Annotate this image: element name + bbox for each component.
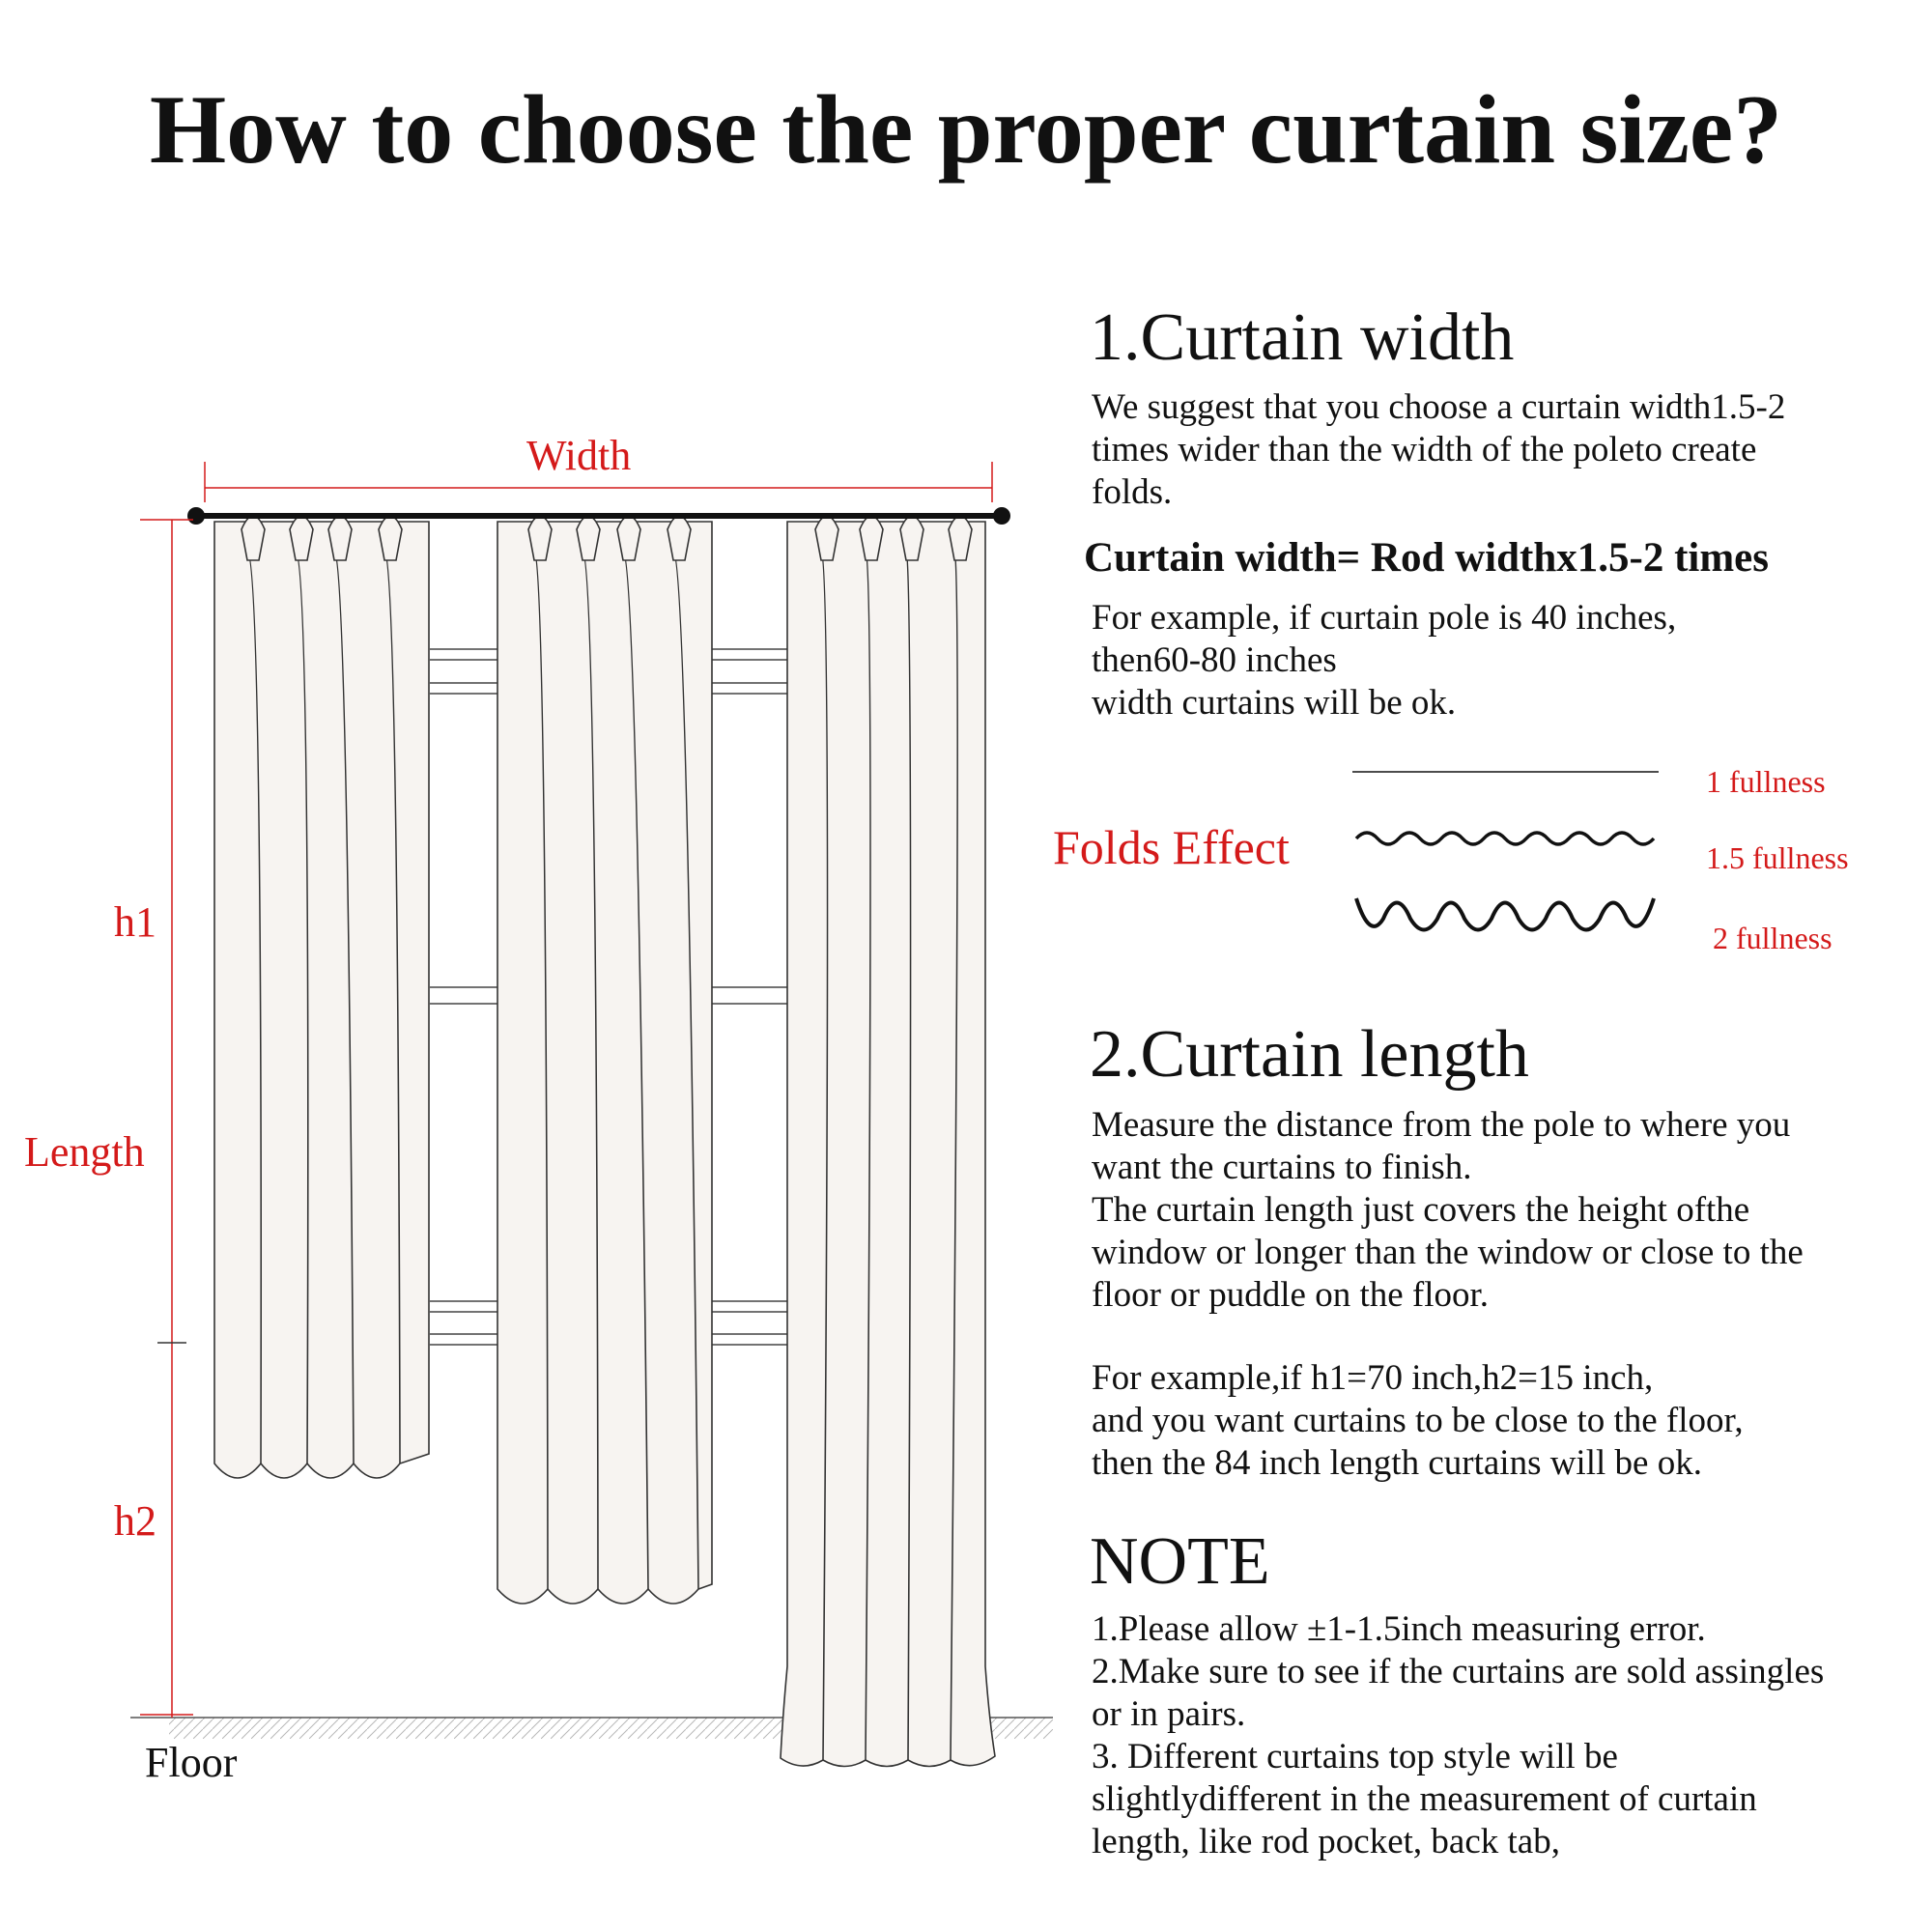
fullness-label-2: 2 fullness (1713, 921, 1833, 955)
fullness-label-1: 1 fullness (1706, 764, 1826, 799)
width-example (1092, 597, 1676, 724)
fullness-wave-1-5 (1356, 833, 1654, 844)
note-heading: NOTE (1090, 1524, 1270, 1599)
length-paragraph-line: floor or puddle on the floor. (1092, 1275, 1490, 1315)
width-example-line: For example, if curtain pole is 40 inches, (1092, 598, 1677, 638)
page-title: How to choose the proper curtain size? (149, 75, 1783, 185)
note-line: 1.Please allow ±1-1.5inch measuring error. (1092, 1609, 1706, 1649)
folds-lines (1352, 772, 1659, 930)
curtain-panel-medium (497, 516, 712, 1604)
note-line: length, like rod pocket, back tab, (1092, 1822, 1560, 1861)
note-line: slightlydifferent in the measurement of curtain (1092, 1779, 1757, 1819)
fullness-wave-2 (1356, 898, 1654, 930)
width-example-line: then60-80 inches (1092, 640, 1337, 680)
folds-effect-label: Folds Effect (1053, 820, 1290, 874)
width-paragraph-line: folds. (1092, 472, 1173, 512)
width-paragraph (1092, 386, 1785, 514)
length-paragraph-line: window or longer than the window or close to the (1092, 1233, 1804, 1272)
note-line: 2.Make sure to see if the curtains are sold assingles (1092, 1652, 1825, 1691)
length-example-line: and you want curtains to be close to the floor, (1092, 1401, 1744, 1440)
length-paragraph-line: Measure the distance from the pole to where you (1092, 1105, 1791, 1145)
note-list (1092, 1608, 1824, 1863)
length-paragraph (1092, 1104, 1804, 1317)
floor-label: Floor (145, 1739, 238, 1786)
note-line: or in pairs. (1092, 1694, 1246, 1734)
fullness-label-1-5: 1.5 fullness (1706, 840, 1849, 875)
length-example-line: For example,if h1=70 inch,h2=15 inch, (1092, 1358, 1654, 1398)
width-formula: Curtain width= Rod widthx1.5-2 times (1084, 535, 1769, 581)
length-paragraph-line: want the curtains to finish. (1092, 1148, 1472, 1187)
note-line: 3. Different curtains top style will be (1092, 1737, 1618, 1776)
length-example-line: then the 84 inch length curtains will be ok. (1092, 1443, 1702, 1483)
width-heading: 1.Curtain width (1090, 300, 1515, 375)
length-example (1092, 1357, 1744, 1485)
width-example-line: width curtains will be ok. (1092, 683, 1457, 723)
width-paragraph-line: times wider than the width of the poleto create (1092, 430, 1757, 469)
curtain-panel-short (214, 516, 429, 1478)
h1-label: h1 (114, 898, 156, 946)
curtain-panel-long (781, 516, 995, 1767)
length-heading: 2.Curtain length (1090, 1017, 1529, 1092)
h2-label: h2 (114, 1497, 156, 1545)
width-label: Width (526, 432, 632, 479)
width-paragraph-line: We suggest that you choose a curtain width1.5-2 (1092, 387, 1786, 427)
length-paragraph-line: The curtain length just covers the height ofthe (1092, 1190, 1750, 1230)
length-label: Length (24, 1128, 145, 1176)
